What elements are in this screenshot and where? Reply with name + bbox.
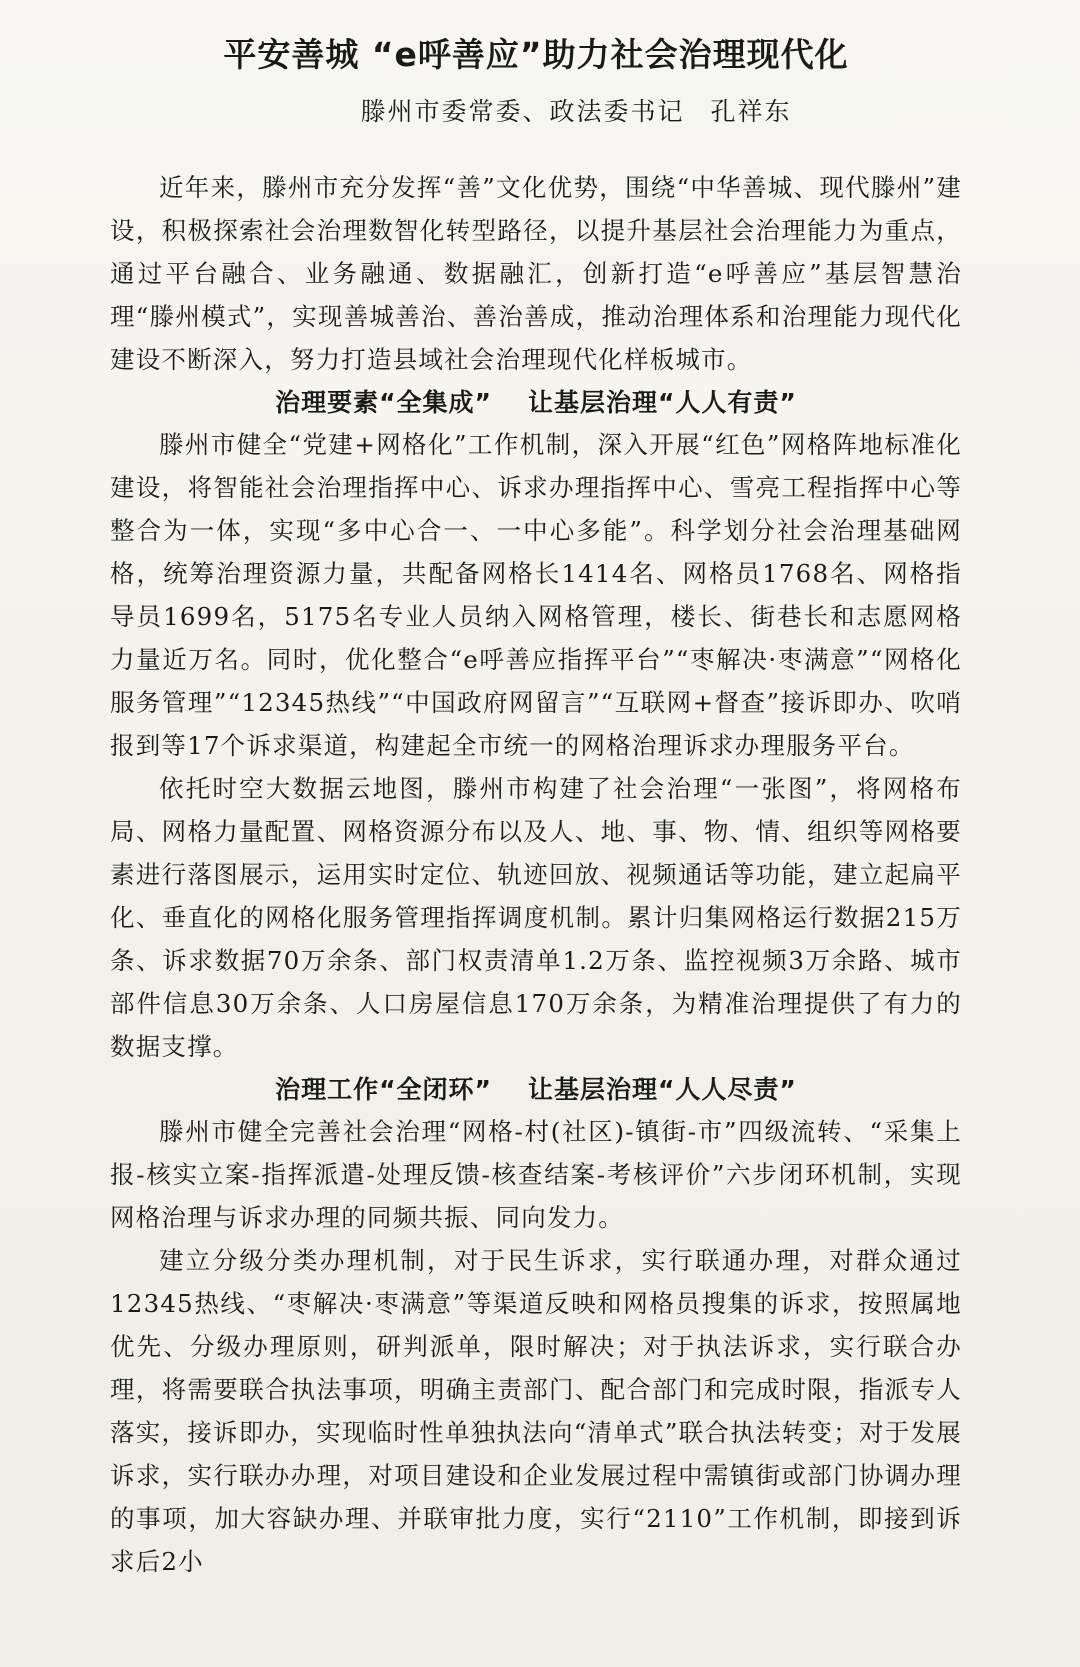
byline-role: 滕州市委常委、政法委书记 [360, 97, 685, 126]
section-1-paragraph-1: 滕州市健全“党建+网格化”工作机制，深入开展“红色”网格阵地标准化建设，将智能社会治理指挥中心、诉求办理指挥中心、雪亮工程指挥中心等整合为一体，实现“多中心合一、一中心多能”。科学划分社会治理基础网格，统筹治理资源力量，共配备网格长1414名、网格员1768名、网格指导员1699名，5175名专业人员纳入网格管理，楼长、街巷长和志愿网格力量近万名。同时，优化整合“e呼善应指挥平台”“枣解决·枣满意”“网格化服务管理”“12345热线”“中国政府网留言”“互联网+督查”接诉即办、吹哨报到等17个诉求渠道，构建起全市统一的网格治理诉求办理服务平台。 [110, 430, 962, 760]
section-1-left: 治理要素“全集成” [275, 388, 492, 417]
section-2-paragraph-1: 滕州市健全完善社会治理“网格-村(社区)-镇街-市”四级流转、“采集上报-核实立案-指挥派遣-处理反馈-核查结案-考核评价”六步闭环机制，实现网格治理与诉求办理的同频共振、同向发力。 [110, 1117, 962, 1232]
byline-author: 孔祥东 [710, 97, 792, 126]
section-1-paragraph-2: 依托时空大数据云地图，滕州市构建了社会治理“一张图”，将网格布局、网格力量配置、网格资源分布以及人、地、事、物、情、组织等网格要素进行落图展示，运用实时定位、轨迹回放、视频通话等功能，建立起扁平化、垂直化的网格化服务管理指挥调度机制。累计归集网格运行数据215万条、诉求数据70万余条、部门权责清单1.2万条、监控视频3万余路、城市部件信息30万余条、人口房屋信息170万余条，为精准治理提供了有力的数据支撑。 [110, 774, 962, 1061]
intro-paragraph: 近年来，滕州市充分发挥“善”文化优势，围绕“中华善城、现代滕州”建设，积极探索社会治理数智化转型路径，以提升基层社会治理能力为重点，通过平台融合、业务融通、数据融汇，创新打造“e呼善应”基层智慧治理“滕州模式”，实现善城善治、善治善成，推动治理体系和治理能力现代化建设不断深入，努力打造县域社会治理现代化样板城市。 [110, 173, 962, 374]
section-1-right: 让基层治理“人人有责” [528, 388, 797, 417]
section-2-right: 让基层治理“人人尽责” [528, 1075, 797, 1104]
article-title: 平安善城 “e呼善应”助力社会治理现代化 [223, 35, 849, 74]
section-heading-1 [110, 383, 962, 423]
section-2-left: 治理工作“全闭环” [275, 1075, 492, 1104]
section-heading-2 [110, 1070, 962, 1110]
byline [110, 92, 962, 132]
article-body [110, 166, 962, 1583]
section-2-paragraph-2: 建立分级分类办理机制，对于民生诉求，实行联通办理，对群众通过12345热线、“枣解决·枣满意”等渠道反映和网格员搜集的诉求，按照属地优先、分级办理原则，研判派单，限时解决；对于执法诉求，实行联合办理，将需要联合执法事项，明确主责部门、配合部门和完成时限，指派专人落实，接诉即办，实现临时性单独执法向“清单式”联合执法转变；对于发展诉求，实行联办办理，对项目建设和企业发展过程中需镇街或部门协调办理的事项，加大容缺办理、并联审批力度，实行“2110”工作机制，即接到诉求后2小 [110, 1246, 962, 1576]
